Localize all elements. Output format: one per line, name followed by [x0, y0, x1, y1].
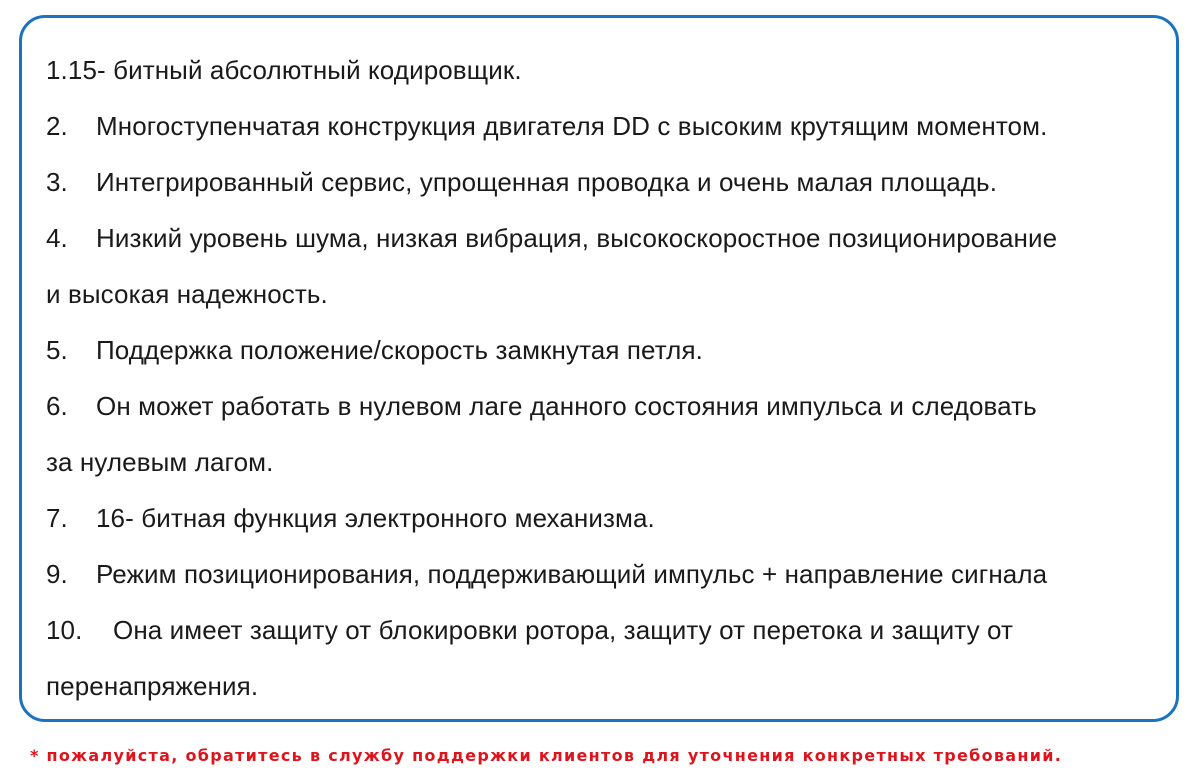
feature-number: 10.	[46, 615, 83, 645]
feature-number: 9.	[46, 559, 68, 589]
feature-number: 3.	[46, 167, 68, 197]
feature-text: Она имеет защиту от блокировки ротора, защиту от перетока и защиту от	[113, 615, 1013, 645]
feature-number: 7.	[46, 503, 68, 533]
feature-line-10	[46, 602, 1176, 658]
feature-text: Низкий уровень шума, низкая вибрация, высокоскоростное позиционирование	[96, 223, 1058, 253]
feature-line-5	[46, 322, 1176, 378]
feature-line-4-continued	[46, 266, 1176, 322]
feature-number: 4.	[46, 223, 68, 253]
feature-number: 2.	[46, 111, 68, 141]
feature-line-4	[46, 210, 1176, 266]
feature-text: 16- битная функция электронного механизма.	[96, 503, 655, 533]
feature-text: перенапряжения.	[46, 671, 259, 701]
feature-line-1	[46, 42, 1176, 98]
feature-text: и высокая надежность.	[46, 279, 328, 309]
feature-line-6-continued	[46, 434, 1176, 490]
feature-number: 6.	[46, 391, 68, 421]
feature-number: 5.	[46, 335, 68, 365]
feature-text: Режим позиционирования, поддерживающий импульс + направление сигнала	[96, 559, 1048, 589]
feature-line-3	[46, 154, 1176, 210]
feature-text: за нулевым лагом.	[46, 447, 274, 477]
feature-text: Интегрированный сервис, упрощенная проводка и очень малая площадь.	[96, 167, 998, 197]
feature-line-2	[46, 98, 1176, 154]
support-footnote: * пожалуйста, обратитесь в службу поддержки клиентов для уточнения конкретных требований.	[30, 746, 1063, 765]
feature-list	[46, 42, 1176, 714]
feature-line-7	[46, 490, 1176, 546]
feature-line-6	[46, 378, 1176, 434]
feature-text: 1.15- битный абсолютный кодировщик.	[46, 55, 522, 85]
feature-line-9	[46, 546, 1176, 602]
feature-text: Многоступенчатая конструкция двигателя DD с высоким крутящим моментом.	[96, 111, 1048, 141]
feature-line-10-continued	[46, 658, 1176, 714]
feature-text: Поддержка положение/скорость замкнутая петля.	[96, 335, 703, 365]
feature-text: Он может работать в нулевом лаге данного состояния импульса и следовать	[96, 391, 1037, 421]
